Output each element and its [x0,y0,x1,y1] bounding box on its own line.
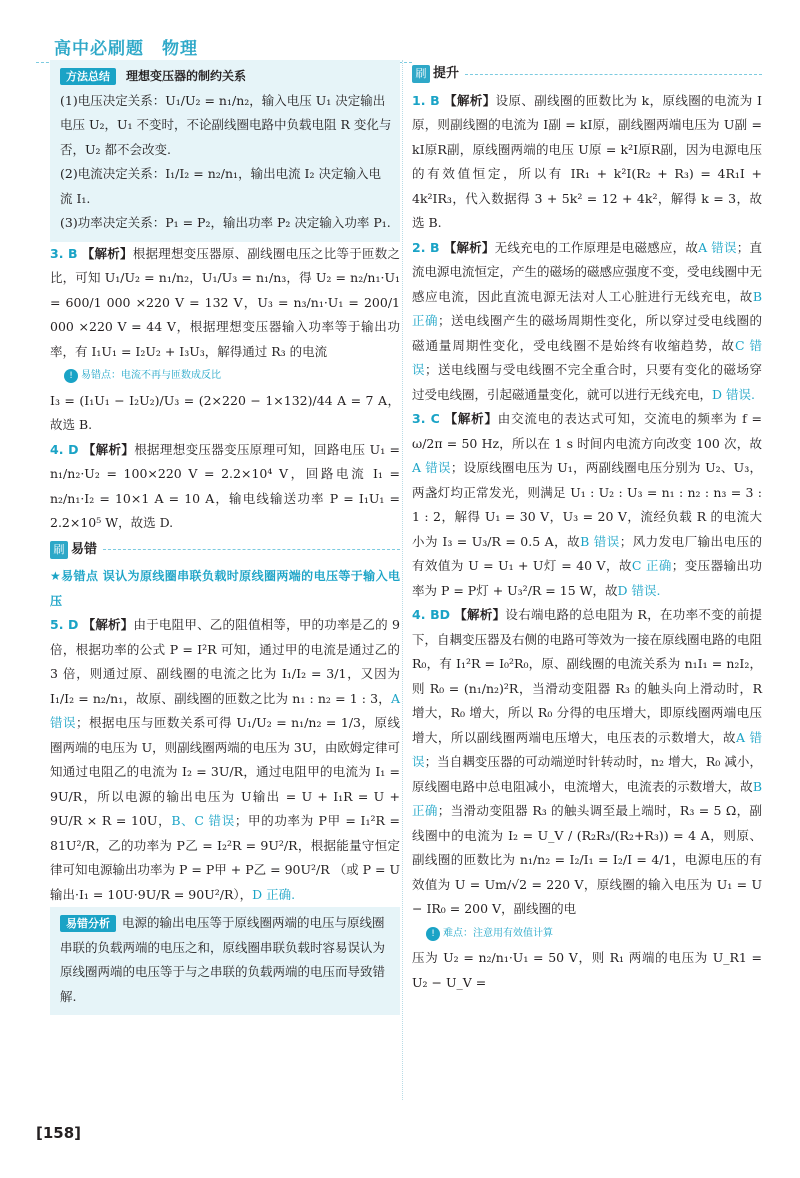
answer-r2-text2: ；直流电源电流恒定，产生的磁场的磁感应强度不变，受电线圈中无感应电流，因此直流电源无法对人工心脏进行无线充电，故 [412,239,763,304]
answer-4-text: 根据理想变压器变压原理可知，回路电压 U₁ = n₁/n₂·U₂ = 100×220 V = 2.2×10⁴ V，回路电流 I₁ = n₂/n₁·I₂ = 10×1 A = 10 A，输电线输送功率 P = I₁U₁ = 2.2×10⁵ W，故选 D. [50,441,400,530]
answer-5-number: 5. D [50,617,79,632]
answer-r4-continued: 压为 U₂ = n₂/n₁·U₁ = 50 V，则 R₁ 两端的电压为 U_R1 = U₂ − U_V = [412,950,762,990]
answer-r4-b-correct: B 正确 [412,778,762,818]
answer-r2-text3: ；送电线圈产生的磁场周期性变化，所以穿过受电线圈的磁通量周期性变化，受电线圈不是始终有收缩趋势，故 [412,313,762,353]
error-point-label: ★易错点 [50,569,99,583]
summary-title: 理想变压器的制约关系 [125,69,246,83]
answer-5-text: 由于电阻甲、乙的阻值相等，甲的功率是乙的 9 倍，根据功率的公式 P = I²R 可知，通过甲的电流是通过乙的 3 倍，则通过原、副线圈的电流之比为 I₁/I₂ = 3/1，又因为 I₁/I₂ = n₂/n₁，故原、副线圈的匝数之比为 n₁ : n₂ = 1 : 3， [50,617,400,706]
answer-r3-b-wrong: B 错误 [580,533,620,549]
answer-r3-d-wrong: D 错误. [617,582,661,598]
answer-3-label: 【解析】 [81,245,133,261]
answer-r2-number: 2. B [412,239,440,255]
answer-r3-text2: ；设原线圈电压为 U₁，两副线圈电压分别为 U₂、U₃，两盏灯均正常发光，则满足 U₁ : U₂ : U₃ = n₁ : n₂ : n₃ = 3 : 1 : 2，解得 U₁ = 30 V，U₃ = 20 V，流经负载 R 的电流大小为 I₃ = U₃/R = 0.5 A，故 [412,460,762,549]
answer-5 [50,613,400,907]
note-icon: ! [426,927,440,941]
answer-r2-c-wrong: C 错误 [412,337,762,377]
section-rule [465,74,762,75]
page-header [36,12,776,59]
answer-r1 [412,89,762,236]
section-brush-icon: 刷 [412,65,430,83]
section-brush-icon: 刷 [50,541,68,559]
answer-r3-text4: ；变压器输出功率为 P = P灯 + U₃²/R = 15 W，故 [412,558,762,598]
answer-4-label: 【解析】 [82,441,135,457]
analysis-tag: 易错分析 [60,915,116,932]
error-analysis-box [50,907,400,1015]
answer-r4 [412,603,762,922]
summary-line-3: (3)功率决定关系：P₁ = P₂，输出功率 P₂ 决定输入功率 P₁. [60,215,391,230]
answer-r4-text2: ；当自耦变压器的可动端逆时针转动时，n₂ 增大，R₀ 减小，原线圈电路中总电阻减小，电流增大，电流表的示数增大，故 [412,754,762,794]
answer-r2-a-wrong: A 错误 [698,239,737,255]
answer-r1-text: 设原、副线圈的匝数比为 k，原线圈的电流为 I原，则副线圈的电流为 I副 = kI原，副线圈两端电压为 U副 = kI原R副，原线圈两端的电压 U原 = k²I原R副，因为电源电压的有效值恒定，所以有 IR₁ + k²I(R₂ + R₃) = 4R₁I + 4k²IR₃，代入数据得 3 + 5k² = 12 + 4k²，解得 k = 3，故选 B. [412,92,762,230]
method-summary-box [50,60,400,242]
section-label: 提升 [433,66,460,81]
summary-line-2: (2)电流决定关系：I₁/I₂ = n₂/n₁，输出电流 I₂ 决定输入电流 I₁. [60,166,381,206]
answer-r4-text: 设右端电路的总电阻为 R，在功率不变的前提下，自耦变压器及右侧的电路可等效为一接在原线圈电路的电阻 R₀，有 I₁²R = I₀²R₀，原、副线圈的电流关系为 n₁I₁ = n₂I₂，则 R₀ = (n₁/n₂)²R，当滑动变阻器 R₃ 的触头向上滑动时，R 增大，R₀ 增大，所以 R₀ 分得的电压增大，即原线圈两端电压增大，所以副线圈两端电压增大，电压表的示数增大，故 [412,607,763,745]
answer-r4-label: 【解析】 [454,607,506,622]
answer-5-a-wrong: A 错误 [50,690,400,730]
answer-5-text3: ；甲的功率为 P甲 = I₁²R = 81U²/R，乙的功率为 P乙 = I₂²R = 9U²/R，根据能量守恒定律可知电源输出功率为 P = P甲 + P乙 = 90U²/R （或 P = U输出·I₁ = 10U·9U/R = 90U²/R）， [50,813,400,902]
error-point-text: 误认为原线圈串联负载时原线圈两端的电压等于输入电压 [50,569,400,608]
answer-r4-note [426,922,762,947]
answer-r1-number: 1. B [412,92,440,108]
answer-5-label: 【解析】 [82,617,134,632]
section-yicuo [50,538,400,563]
answer-3-formula: I₃ = (I₁U₁ − I₂U₂)/U₃ = (2×220 − 1×132)/44 A = 7 A，故选 B. [50,392,400,432]
answer-3-note-text: 易错点：电流不再与匝数成反比 [81,370,221,381]
answer-r4-a-wrong: A 错误 [412,729,762,769]
right-column [412,60,762,995]
answer-r3-c-correct: C 正确 [631,558,672,573]
answer-r3-text3: ；风力发电厂输出电压的有效值为 U = U₁ + U灯 = 40 V，故 [412,533,762,573]
answer-r1-label: 【解析】 [444,92,496,108]
section-label: 易错 [71,541,98,557]
answer-r4-number: 4. BD [412,607,450,622]
answer-r2-b-correct: B 正确 [412,288,762,328]
note-icon: ! [64,369,78,383]
answer-5-text2: ；根据电压与匝数关系可得 U₁/U₂ = n₁/n₂ = 1/3，原线圈两端的电压为 U，则副线圈两端的电压为 3U，由欧姆定律可知通过电阻乙的电流为 I₂ = 3U/R，通过电阻甲的电流为 I₁ = 9U/R，所以电源的输出电压为 U输出 = U + I₁R = U + 9U/R × R = 10U， [50,715,400,828]
answer-r2-text: 无线充电的工作原理是电磁感应，故 [494,239,699,255]
page-number: [158] [36,1124,82,1142]
answer-4-number: 4. D [50,441,79,457]
left-column [50,60,400,1015]
answer-3-number: 3. B [50,245,78,261]
section-tisheng [412,62,762,87]
answer-5-bc-wrong: B、C 错误 [171,813,235,828]
column-divider [402,60,403,1100]
answer-r3-label: 【解析】 [444,411,498,426]
answer-r2-text4: ；送电线圈与受电线圈不完全重合时，只要有变化的磁场穿过受电线圈，引起磁通量变化，就可以进行无线充电， [412,362,762,402]
answer-r2 [412,236,762,408]
summary-tag: 方法总结 [60,68,116,85]
answer-4 [50,438,400,536]
error-point [50,564,400,613]
answer-r4-text3: ；当滑动变阻器 R₃ 的触头调至最上端时，R₃ = 5 Ω，副线圈中的电流为 I₂ = U_V / (R₂R₃/(R₂+R₃)) = 4 A，则原、副线圈的匝数比为 n₁/n₂ = I₂/I₁ = I₂/I = 4/1，电源电压的有效值为 U = Um/√2 = 220 V，原线圈的输入电压为 U₁ = U − IR₀ = 200 V，副线圈的电 [412,803,762,916]
answer-r3-text: 由交流电的表达式可知，交流电的频率为 f = ω/2π = 50 Hz，所以在 1 s 时间内电流方向改变 100 次，故 [412,411,762,451]
book-title: 高中必刷题 物理 [54,39,198,59]
answer-r3-number: 3. C [412,411,440,426]
answer-3 [50,242,400,365]
summary-line-1: (1)电压决定关系：U₁/U₂ = n₁/n₂，输入电压 U₁ 决定输出电压 U₂，U₁ 不变时，不论副线圈电路中负载电阻 R 变化与否，U₂ 都不会改变. [60,92,392,157]
answer-3-note [64,364,400,389]
answer-r2-label: 【解析】 [443,239,495,255]
answer-r3 [412,407,762,603]
answer-5-d-correct: D 正确. [252,886,296,902]
answer-3-text: 根据理想变压器原、副线圈电压之比等于匝数之比，可知 U₁/U₂ = n₁/n₂，U₁/U₃ = n₁/n₃，得 U₂ = n₂/n₁·U₁ = 600/1 000 ×220 V = 132 V，U₃ = n₃/n₁·U₁ = 200/1 000 ×220 V = 44 V，根据理想变压器输入功率等于输出功率，有 I₁U₁ = I₂U₂ + I₃U₃，解得通过 R₃ 的电流 [50,245,400,359]
answer-r2-d-wrong: D 错误. [712,386,755,402]
answer-r3-a-wrong: A 错误 [412,460,451,475]
section-rule [103,549,400,550]
answer-r4-note-text: 难点：注意用有效值计算 [443,927,553,939]
analysis-text: 电源的输出电压等于原线圈两端的电压与原线圈串联的负载两端的电压之和，原线圈串联负载时容易误认为原线圈两端的电压等于与之串联的负载两端的电压而导致错解. [60,915,386,1004]
